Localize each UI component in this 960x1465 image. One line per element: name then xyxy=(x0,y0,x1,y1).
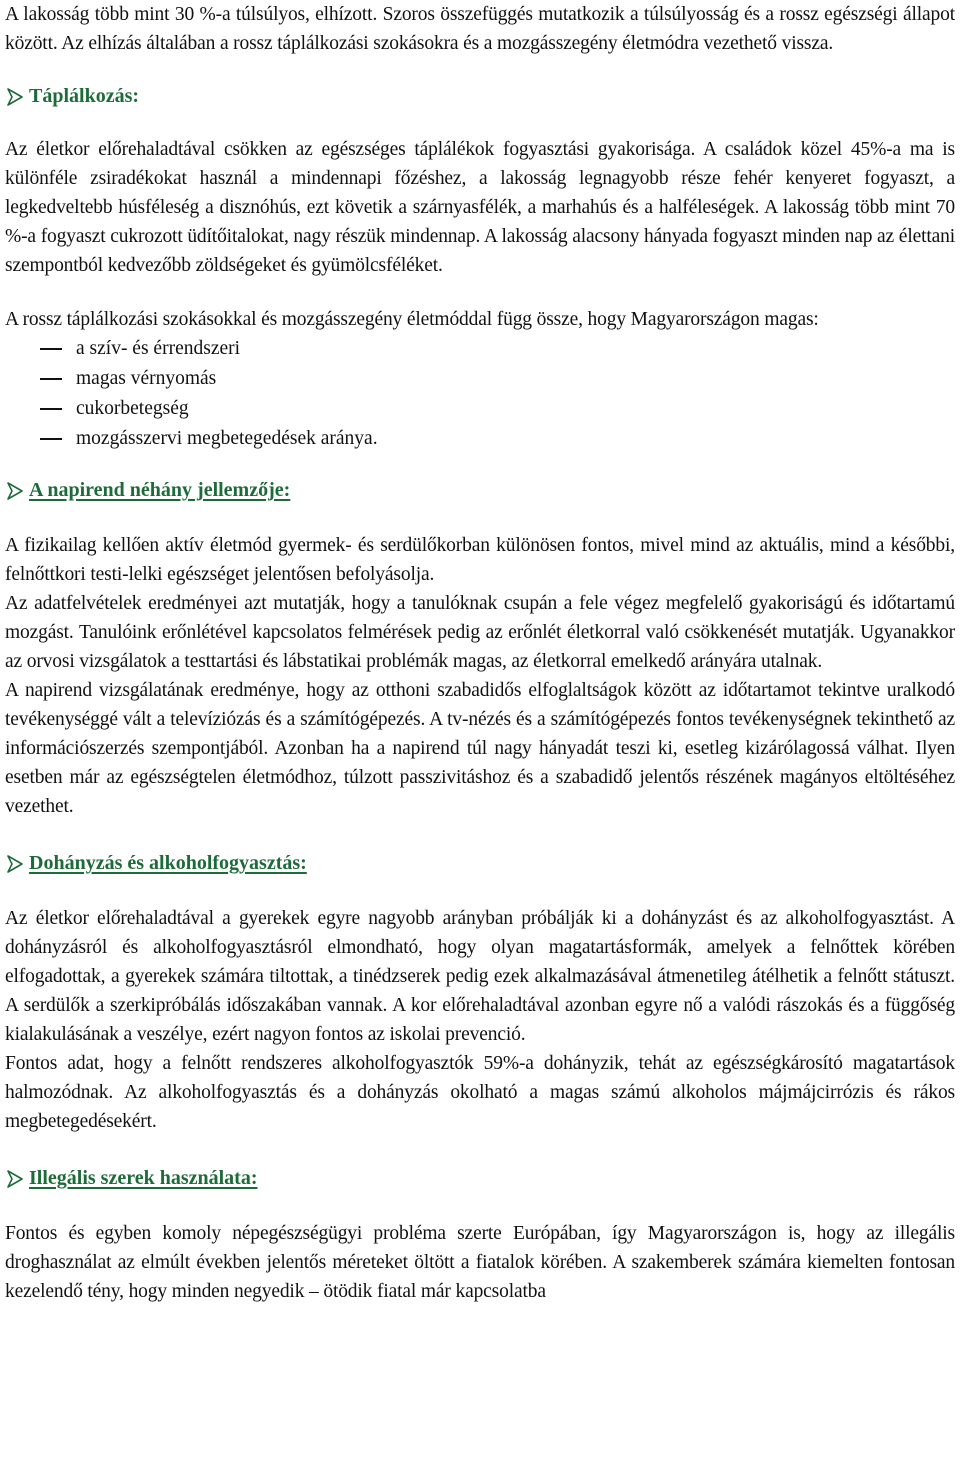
smoking-paragraph-1: Az életkor előrehaladtával a gyerekek egyre nagyobb arányban próbálják ki a dohányzást és az alkoholfogyasztást. A dohányzásról és alkoholfogyasztásról elmondható, hogy olyan magatartásformák, amelyek a felnőttek körében elfogadottak, a gyerekek számára tiltottak, a tinédzserek pedig ezek alkalmazásával átmenetileg átélhetik a felnőtt státuszt. A serdülők a szerkipróbálás időszakában vannak. A kor előrehaladtával azonban egyre nő a valódi rászokás és a függőség kialakulásának a veszélye, ezért nagyon fontos az iskolai prevenció. xyxy=(5,908,955,1045)
section-title: A napirend néhány jellemzője: xyxy=(29,479,291,501)
list-item: magas vérnyomás xyxy=(5,364,955,394)
daily-paragraph-1: A fizikailag kellően aktív életmód gyermek- és serdülőkorban különösen fontos, mivel mind az aktuális, mind a későbbi, felnőttkori testi-lelki egészséget jelentősen befolyásolja. xyxy=(5,535,955,585)
dash-bullet xyxy=(40,348,62,350)
nutrition-paragraph-1: Az életkor előrehaladtával csökken az egészséges táplálékok fogyasztási gyakorisága. A családok közel 45%-a ma is különféle zsiradékokat használ a mindennapi főzéshez, a lakosság legnagyobb része fehér kenyeret fogyaszt, a legkedveltebb húsféleség a disznóhús, ezt követik a szárnyasfélék, a marhahús és a halféleségek. A lakosság több mint 70 %-a fogyaszt cukrozott üdítőitalokat, nagy részük mindennap. A lakosság alacsony hányada fogyaszt minden nap az élettani szempontból kedvezőbb zöldségeket és gyümölcsféléket. xyxy=(5,139,955,276)
dash-bullet xyxy=(40,408,62,410)
health-risk-list xyxy=(5,334,955,454)
section-title: Illegális szerek használata: xyxy=(29,1167,258,1189)
arrowhead-bullet-icon xyxy=(7,855,23,873)
nutrition-paragraph-2: A rossz táplálkozási szokásokkal és mozgásszegény életmóddal függ össze, hogy Magyarországon magas: xyxy=(5,309,819,330)
list-item: cukorbetegség xyxy=(5,394,955,424)
section-heading-smoking xyxy=(5,849,955,878)
smoking-paragraph-2: Fontos adat, hogy a felnőtt rendszeres alkoholfogyasztók 59%-a dohányzik, tehát az egészségkárosító magatartások halmozódnak. Az alkoholfogyasztás és a dohányzás okolható a magas számú alkoholos májmájcirrózis és rákos megbetegedésekért. xyxy=(5,1053,955,1132)
daily-paragraph-2: Az adatfelvételek eredményei azt mutatják, hogy a tanulóknak csupán a fele végez megfelelő gyakoriságú és időtartamú mozgást. Tanulóink erőnlétével kapcsolatos felmérések pedig az erőnlét életkorral való csökkenését mutatják. Ugyanakkor az orvosi vizsgálatok a testtartási és lábstatikai problémák magas, az életkorral emelkedő arányára utalnak. xyxy=(5,593,955,672)
arrowhead-bullet-icon xyxy=(7,482,23,500)
section-title: Dohányzás és alkoholfogyasztás: xyxy=(29,852,307,874)
dash-bullet xyxy=(40,378,62,380)
daily-paragraph-3: A napirend vizsgálatának eredménye, hogy az otthoni szabadidős elfoglaltságok között az időtartamot tekintve uralkodó tevékenységgé vált a televíziózás és a számítógépezés. A tv-nézés és a számítógépezés fontos tevékenységnek tekinthető az információszerzés szempontjából. Azonban ha a napirend túl nagy hányadát teszi ki, esetleg kizárólagossá válhat. Ilyen esetben már az egészségtelen életmódhoz, túlzott passzivitáshoz és a szabadidő jelentős részének magányos eltöltéséhez vezethet. xyxy=(5,680,955,817)
arrowhead-bullet-icon xyxy=(7,1170,23,1188)
dash-bullet xyxy=(40,438,62,440)
section-heading-nutrition xyxy=(5,82,955,111)
list-item: mozgásszervi megbetegedések aránya. xyxy=(5,424,955,454)
drugs-paragraph-1: Fontos és egyben komoly népegészségügyi probléma szerte Európában, így Magyarországon is, hogy az illegális droghasználat az elmúlt években jelentős méreteket öltött a fiatalok körében. A szakemberek számára kiemelten fontosan kezelendő tény, hogy minden negyedik – ötödik fiatal már kapcsolatba xyxy=(5,1223,955,1302)
intro-paragraph: A lakosság több mint 30 %-a túlsúlyos, elhízott. Szoros összefüggés mutatkozik a túlsúlyosság és a rossz egészségi állapot között. Az elhízás általában a rossz táplálkozási szokásokra és a mozgásszegény életmódra vezethető vissza. xyxy=(5,4,955,54)
section-heading-drugs xyxy=(5,1164,955,1193)
section-title: Táplálkozás: xyxy=(29,85,140,107)
arrowhead-bullet-icon xyxy=(7,88,23,106)
list-item: a szív- és érrendszeri xyxy=(5,334,955,364)
section-heading-daily-routine xyxy=(5,476,955,505)
